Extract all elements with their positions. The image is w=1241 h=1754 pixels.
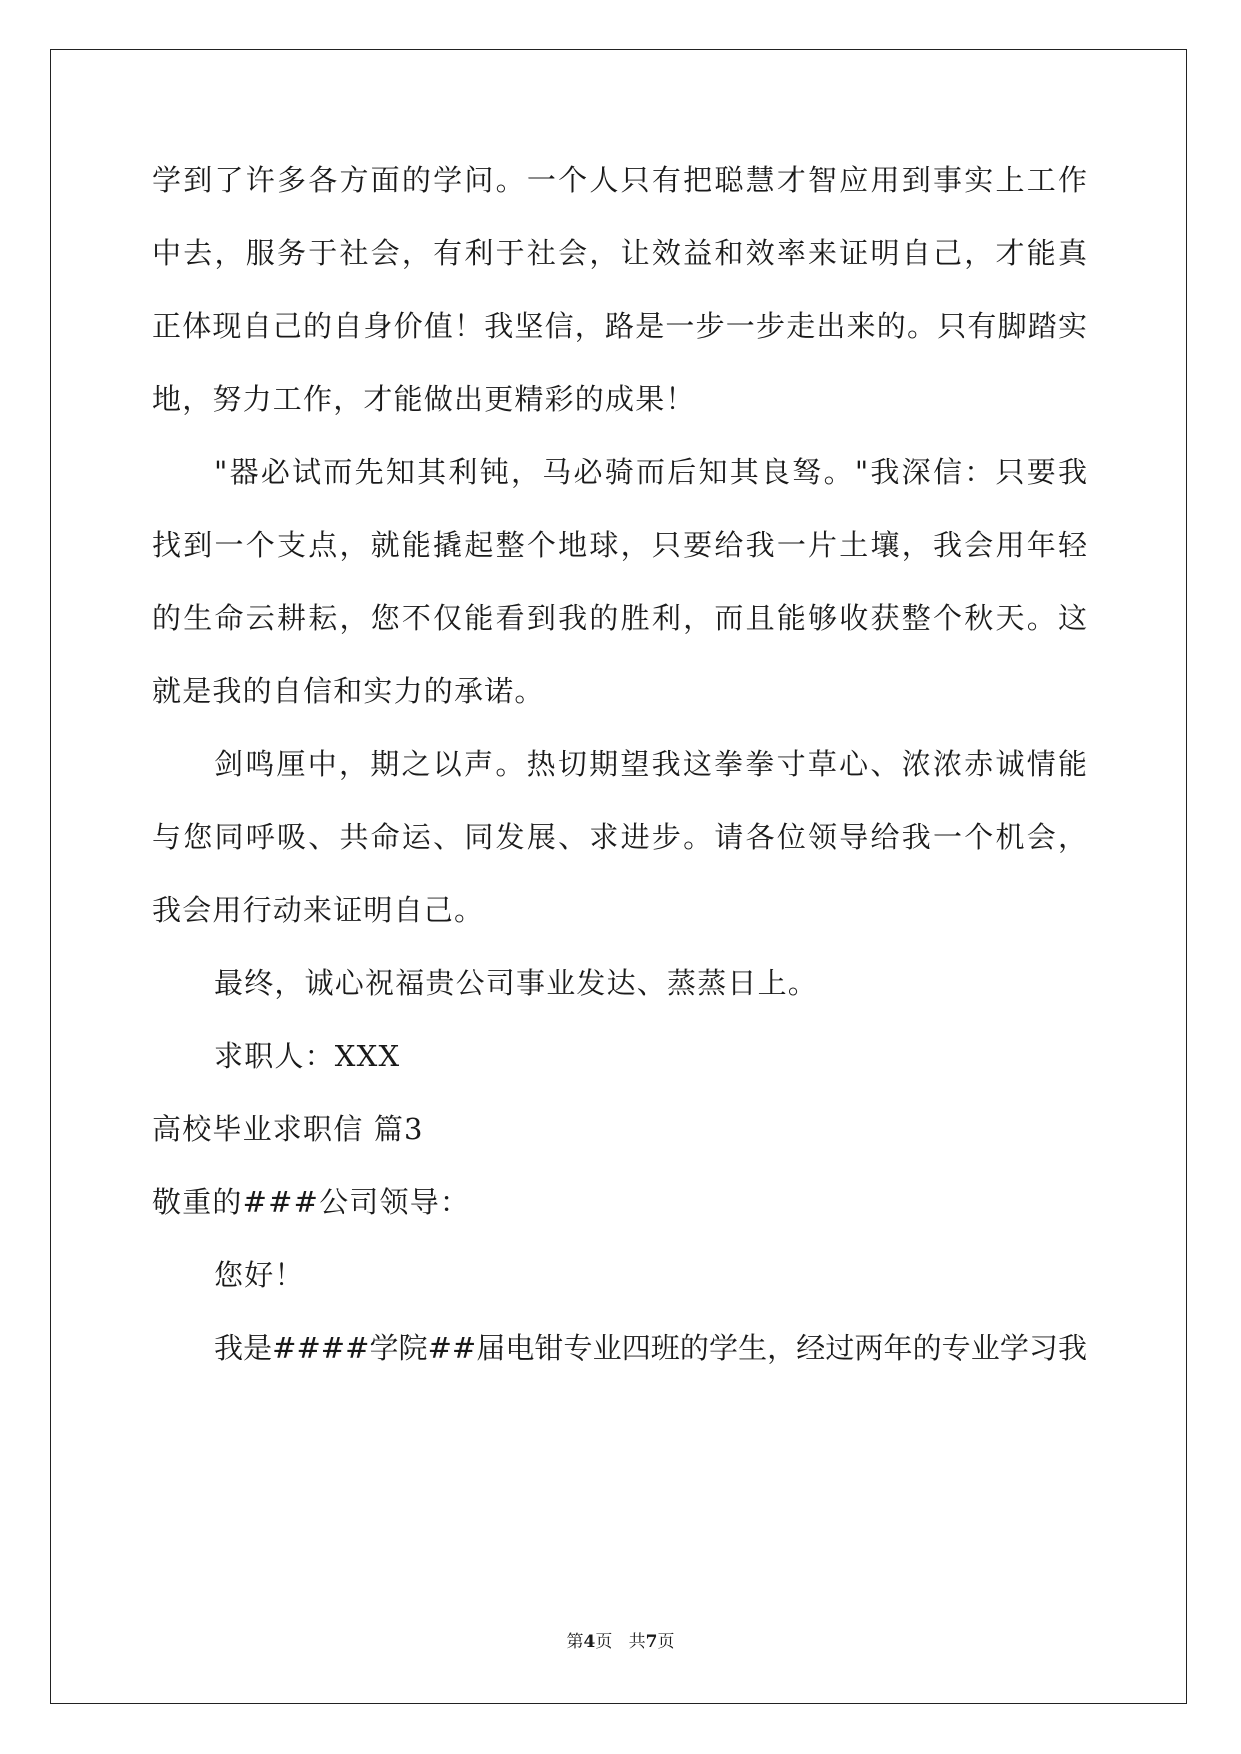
footer-prefix: 第: [566, 1632, 584, 1652]
footer-page-word: 页: [595, 1632, 613, 1652]
current-page-number: 4: [583, 1632, 596, 1652]
paragraph-1-line-1: 学到了许多各方面的学问。一个人只有把聪慧才智应用到事实上工作: [152, 163, 1087, 197]
footer-total-suffix: 页: [657, 1632, 675, 1652]
paragraph-4-line-1: 我是####学院##届电钳专业四班的学生，经过两年的专业学习我: [214, 1331, 1087, 1365]
paragraph-1-line-2: 中去，服务于社会，有利于社会，让效益和效率来证明自己，才能真: [152, 236, 1087, 270]
paragraph-2-line-2: 找到一个支点，就能撬起整个地球，只要给我一片土壤，我会用年轻: [152, 528, 1087, 562]
paragraph-2-line-4: 就是我的自信和实力的承诺。: [152, 674, 545, 708]
greeting: 您好！: [214, 1258, 305, 1292]
paragraph-2-line-3: 的生命云耕耘，您不仅能看到我的胜利，而且能够收获整个秋天。这: [152, 601, 1087, 635]
paragraph-3-line-3: 我会用行动来证明自己。: [152, 893, 485, 927]
paragraph-3-line-2: 与您同呼吸、共命运、同发展、求进步。请各位领导给我一个机会，: [152, 820, 1087, 854]
page-border: [50, 49, 1187, 1704]
closing-line: 最终，诚心祝福贵公司事业发达、蒸蒸日上。: [214, 966, 819, 1000]
total-page-count: 7: [645, 1632, 658, 1652]
paragraph-2-line-1: "器必试而先知其利钝，马必骑而后知其良驽。"我深信：只要我: [214, 455, 1087, 489]
paragraph-1-line-3: 正体现自己的自身价值！我坚信，路是一步一步走出来的。只有脚踏实: [152, 309, 1087, 343]
paragraph-3-line-1: 剑鸣厘中，期之以声。热切期望我这拳拳寸草心、浓浓赤诚情能: [214, 747, 1087, 781]
section-title: 高校毕业求职信 篇3: [152, 1112, 424, 1146]
footer-total-prefix: 共: [628, 1632, 646, 1652]
signature: 求职人：XXX: [214, 1039, 401, 1073]
salutation: 敬重的###公司领导：: [152, 1185, 471, 1219]
page-footer: [0, 1630, 1241, 1654]
paragraph-1-line-4: 地，努力工作，才能做出更精彩的成果！: [152, 382, 696, 416]
